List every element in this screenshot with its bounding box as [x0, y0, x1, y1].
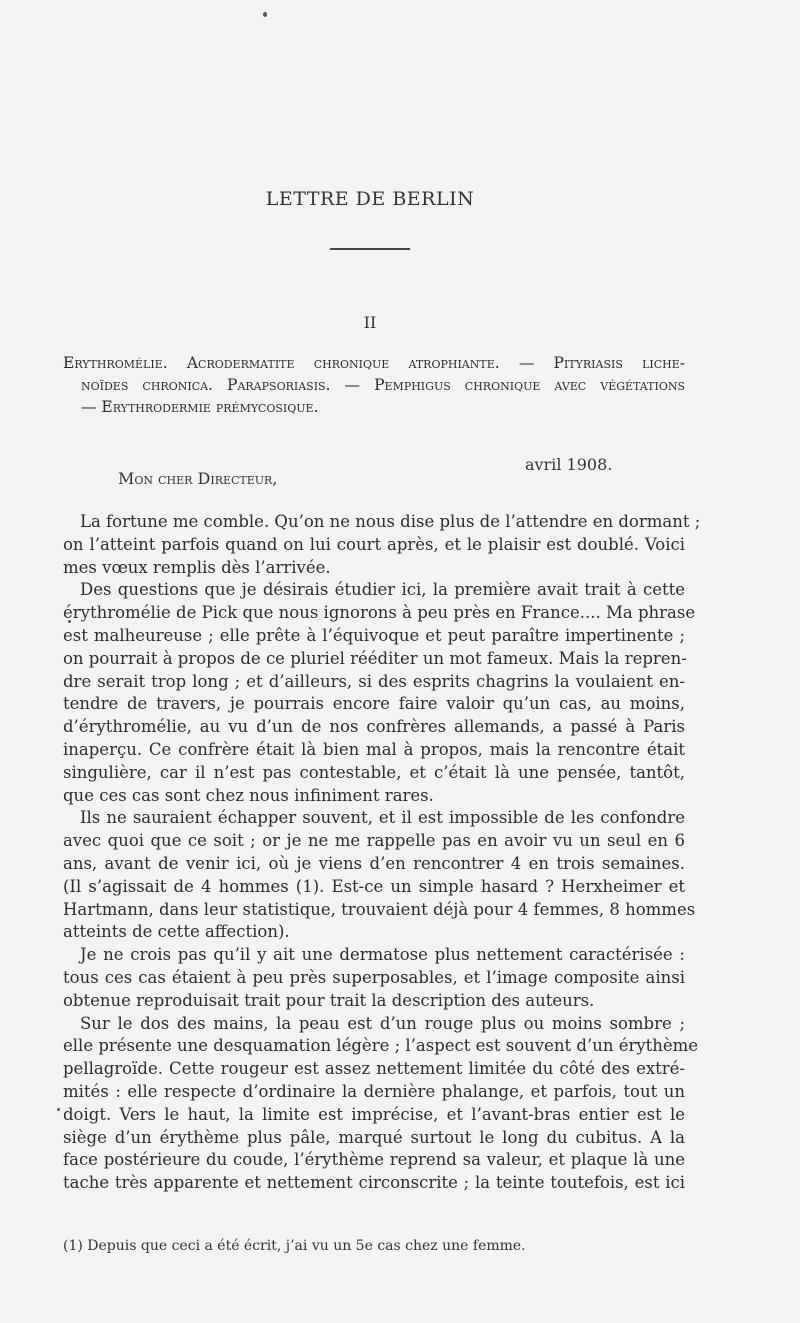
- body-line: Sur le dos des mains, la peau est d’un rouge plus ou moins sombre ;: [80, 1013, 685, 1033]
- body-line: ans, avant de venir ici, où je viens d’en rencontrer 4 en trois semaines.: [63, 853, 685, 873]
- body-line: elle présente une desquamation légère ; l’aspect est souvent d’un érythème: [63, 1036, 699, 1056]
- salutation: Mon cher Directeur,: [118, 469, 278, 488]
- body-line: Ils ne sauraient échapper souvent, et il est impossible de les confondre: [80, 808, 685, 828]
- body-line: on l’atteint parfois quand on lui court après, et le plaisir est doublé. Voici: [63, 534, 685, 554]
- body-line: d’érythromélie, au vu d’un de nos confrères allemands, a passé à Paris: [63, 717, 685, 737]
- body-line: est malheureuse ; elle prête à l’équivoque et peut paraître impertinente ;: [63, 625, 685, 645]
- body-line: tendre de travers, je pourrais encore faire valoir qu’un cas, au moins,: [63, 694, 685, 714]
- letter-date: avril 1908.: [525, 455, 613, 474]
- body-line: que ces cas sont chez nous infiniment rares.: [63, 785, 434, 805]
- title-rule: [330, 248, 410, 250]
- body-line: La fortune me comble. Qu’on ne nous dise plus de l’attendre en dormant ;: [80, 512, 701, 531]
- body-line: doigt. Vers le haut, la limite est imprécise, et l’avant-bras entier est le: [63, 1104, 685, 1124]
- body-line: (Il s’agissait de 4 hommes (1). Est-ce un simple hasard ? Herxheimer et: [63, 876, 685, 896]
- body-line: inaperçu. Ce confrère était là bien mal à propos, mais la rencontre était: [63, 739, 685, 759]
- print-speck: [263, 12, 267, 17]
- body-line: Je ne crois pas qu’il y ait une dermatose plus nettement caractérisée :: [80, 945, 685, 965]
- body-line: avec quoi que ce soit ; or je ne me rappelle pas en avoir vu un seul en 6: [63, 831, 685, 851]
- body-line: on pourrait à propos de ce pluriel rééditer un mot fameux. Mais la repren-: [63, 648, 687, 668]
- body-line: érythromélie de Pick que nous ignorons à peu près en France.... Ma phrase: [63, 603, 696, 623]
- body-line: pellagroïde. Cette rougeur est assez nettement limitée du côté des extré-: [63, 1059, 685, 1079]
- body-line: obtenue reproduisait trait pour trait la description des auteurs.: [63, 990, 595, 1010]
- chapter-heading: [63, 352, 685, 418]
- footnote: (1) Depuis que ceci a été écrit, j’ai vu un 5e cas chez une femme.: [63, 1238, 526, 1254]
- letter-body: [63, 511, 701, 1195]
- section-number: II: [363, 313, 377, 332]
- page-title: LETTRE DE BERLIN: [265, 188, 475, 210]
- heading-line: — Erythrodermie prémycosique.: [81, 398, 319, 416]
- body-line: dre serait trop long ; et d’ailleurs, si des esprits chagrins la voulaient en-: [63, 671, 685, 691]
- heading-line: noïdes chronica. Parapsoriasis. — Pemphigus chronique avec végétations: [81, 376, 685, 394]
- body-line: Des questions que je désirais étudier ici, la première avait trait à cette: [80, 580, 685, 600]
- body-line: face postérieure du coude, l’érythème reprend sa valeur, et plaque là une: [63, 1150, 685, 1170]
- body-line: mités : elle respecte d’ordinaire la dernière phalange, et parfois, tout un: [63, 1081, 685, 1101]
- heading-line: Erythromélie. Acrodermatite chronique atrophiante. — Pityriasis liche-: [63, 354, 685, 372]
- body-line: tache très apparente et nettement circonscrite ; la teinte toutefois, est ici: [63, 1173, 685, 1193]
- body-line: singulière, car il n’est pas contestable, et c’était là une pensée, tantôt,: [63, 762, 685, 782]
- body-line: tous ces cas étaient à peu près superposables, et l’image composite ainsi: [63, 967, 685, 987]
- body-line: siège d’un érythème plus pâle, marqué surtout le long du cubitus. A la: [63, 1127, 685, 1147]
- print-speck: [57, 1108, 60, 1111]
- body-line: Hartmann, dans leur statistique, trouvaient déjà pour 4 femmes, 8 hommes: [63, 899, 696, 919]
- body-line: atteints de cette affection).: [63, 922, 290, 942]
- body-line: mes vœux remplis dès l’arrivée.: [63, 557, 331, 577]
